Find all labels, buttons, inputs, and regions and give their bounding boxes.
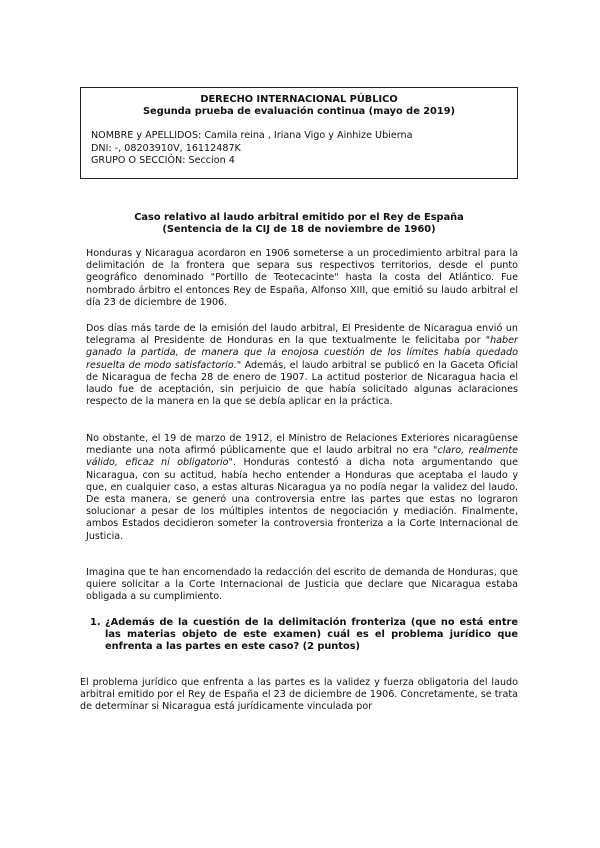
question-1 <box>90 617 518 654</box>
course-title: DERECHO INTERNACIONAL PÚBLICO <box>200 94 398 105</box>
case-heading <box>80 212 518 236</box>
paragraph-4: Imagina que te han encomendado la redacción del escrito de demanda de Honduras, que quiere solicitar a la Corte Internacional de Justicia que declare que Nicaragua estaba obligada a su cumplimiento. <box>86 567 518 603</box>
paragraph-3-text-a: No obstante, el 19 de marzo de 1912, el Ministro de Relaciones Exteriores nicaragüense mediante una nota afirmó públicamente que el laudo arbitral no era <box>86 433 518 457</box>
answer-text: El problema jurídico que enfrenta a las partes es la validez y fuerza obligatoria del laudo arbitral emitido por el Rey de España el 23 de diciembre de 1906. Concretamente, se trata de determinar si Nicaragua está jurídicamente vinculada por <box>80 677 518 713</box>
case-subtitle: (Sentencia de la CIJ de 18 de noviembre de 1960) <box>162 224 436 235</box>
paragraph-2-text-b: Además, el laudo arbitral se publicó en la Gaceta Oficial de Nicaragua de fecha 28 de enero de 1907. La actitud posterior de Nicaragua hacia el laudo fue de aceptación, sin perjuicio de que había solicitado algunas aclaraciones respecto de la manera en la que se debía aplicar en la práctica. <box>86 359 518 408</box>
case-title: Caso relativo al laudo arbitral emitido por el Rey de España <box>134 212 464 223</box>
paragraph-2-text-a: Dos días más tarde de la emisión del laudo arbitral, El Presidente de Nicaragua envió un telegrama al Presidente de Honduras en la que textualmente le felicitaba por <box>86 323 518 347</box>
paragraph-2-quote: "haber ganado la partida, de manera que la enojosa cuestión de los límites había quedado resuelta de modo satisfactorio." <box>86 335 518 371</box>
student-group: GRUPO O SECCIÓN: Seccion 4 <box>91 155 235 166</box>
paragraph-3 <box>86 433 518 543</box>
student-names: NOMBRE y APELLIDOS: Camila reina , Iriana Vigo y Ainhize Ubierna <box>91 130 413 141</box>
exam-header-box <box>80 87 518 179</box>
paragraph-3-text-b: . Honduras contestó a dicha nota argumentando que Nicaragua, con su actitud, había hecho entender a Honduras que aceptaba el laudo y que, en cualquier caso, a estas alturas Nicaragua ya no podía negar la validez del laudo. De esta manera, se generó una controversia entre las partes que estas no lograron solucionar a pesar de los múltiples intentos de negociación y mediación. Finalmente, ambos Estados decidieron someter la controversia fronteriza a la Corte Internacional de Justicia. <box>86 457 519 542</box>
student-dni: DNI: -, 08203910V, 16112487K <box>91 142 241 154</box>
exam-title: Segunda prueba de evaluación continua (mayo de 2019) <box>143 106 455 117</box>
paragraph-2 <box>86 323 518 408</box>
question-text: ¿Además de la cuestión de la delimitación fronteriza (que no está entre las materias objeto de este examen) cuál es el problema jurídico que enfrenta a las partes en este caso? (2 puntos) <box>105 617 518 653</box>
paragraph-3-quote: "claro, realmente válido, eficaz ni obligatorio" <box>86 445 518 469</box>
paragraph-1: Honduras y Nicaragua acordaron en 1906 someterse a un procedimiento arbitral para la delimitación de la frontera que separa sus respectivos territorios, desde el punto geográfico denominado "Portillo de Teotecacinte" hasta la costa del Atlántico. Fue nombrado árbitro el entonces Rey de España, Alfonso XIII, que emitió su laudo arbitral el día 23 de diciembre de 1906. <box>86 248 518 308</box>
question-number: 1. <box>90 617 101 628</box>
